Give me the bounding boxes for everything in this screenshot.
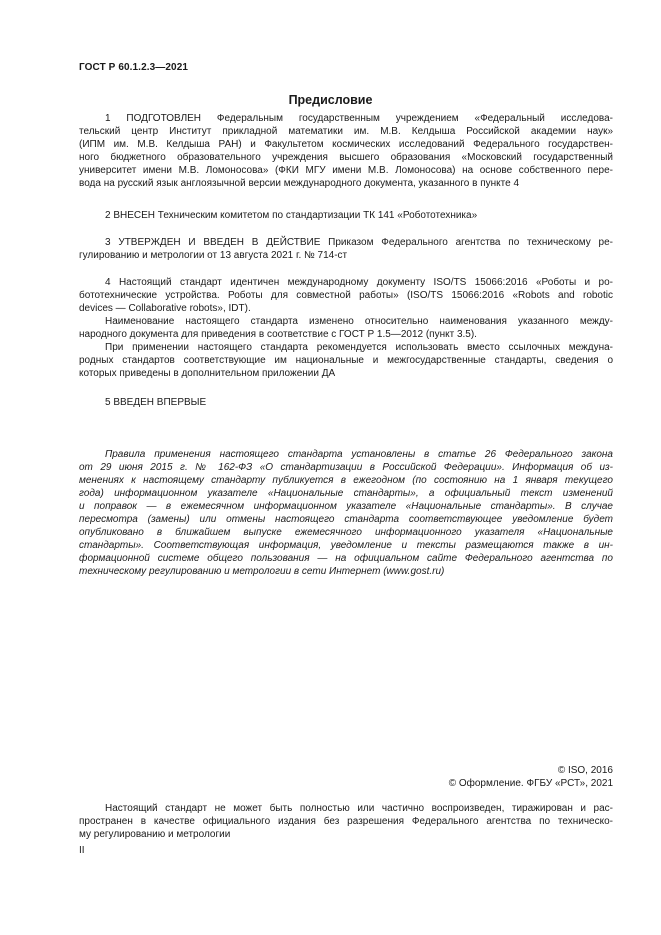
- reproduction-notice: [79, 802, 613, 841]
- reproduction-line: Настоящий стандарт не может быть полностью или частично воспроизведен, тиражирован и рас-: [105, 803, 613, 814]
- reproduction-line: му регулированию и метрологии: [79, 829, 231, 840]
- rules-note-line: года) информационном указателе «Национальные стандарты», а официальный текст изменений: [79, 488, 613, 499]
- section-4-line: бототехнические устройства. Роботы для совместной работы» (ISO/TS 15066:2016 «Robots and robotic: [79, 290, 613, 301]
- rules-note-line: техническому регулированию и метрологии в сети Интернет (www.gost.ru): [79, 566, 445, 577]
- section-4-line: родных стандартов соответствующие им национальные и межгосударственные стандарты, сведения о: [79, 355, 613, 366]
- rules-note: [79, 448, 613, 578]
- document-code: ГОСТ Р 60.1.2.3—2021: [79, 62, 189, 73]
- section-1-line: университет имени М.В. Ломоносова» (ФКИ МГУ имени М.В. Ломоносова) на основе собственного пере-: [79, 165, 613, 176]
- section-4-line: 4 Настоящий стандарт идентичен международному документу ISO/TS 15066:2016 «Роботы и ро-: [105, 277, 613, 288]
- section-1-line: ного бюджетного образовательного учреждения высшего образования «Московский государственный: [79, 152, 613, 163]
- section-1-line: тельский центр Институт прикладной математики им. М.В. Келдыша Российской академии наук»: [79, 126, 613, 137]
- section-3-line: гулированию и метрологии от 13 августа 2021 г. № 714-ст: [79, 250, 348, 261]
- section-3: [79, 236, 613, 262]
- section-1-line: (ИПМ им. М.В. Келдыша РАН) и Факультетом космических исследований Федерального государствен-: [79, 139, 613, 150]
- page-number: II: [79, 845, 85, 856]
- section-2-text: 2 ВНЕСЕН Техническим комитетом по стандартизации ТК 141 «Робототехника»: [105, 210, 478, 221]
- page-title: Предисловие: [288, 93, 373, 107]
- reproduction-line: пространен в качестве официального издания без разрешения Федерального агентства по техническо-: [79, 816, 613, 827]
- rules-note-line: от 29 июня 2015 г. № 162-ФЗ «О стандартизации в Российской Федерации». Информация об из-: [79, 462, 613, 473]
- rules-note-line: Правила применения настоящего стандарта установлены в статье 26 Федерального закона: [105, 449, 613, 460]
- rules-note-line: стандарты». Соответствующая информация, уведомление и тексты размещаются также в ин-: [79, 540, 613, 551]
- section-4-line: Наименование настоящего стандарта изменено относительно наименования указанного между-: [105, 316, 613, 327]
- section-1-line: вода на русский язык англоязычной версии международного документа, указанного в пункте 4: [79, 178, 520, 189]
- section-3-line: 3 УТВЕРЖДЕН И ВВЕДЕН В ДЕЙСТВИЕ Приказом Федерального агентства по техническому ре-: [105, 237, 613, 248]
- rules-note-line: формационной системе общего пользования — на официальном сайте Федерального агентства по: [79, 553, 613, 564]
- section-4-line: devices — Collaborative robots», IDT).: [79, 303, 251, 314]
- section-5-text: 5 ВВЕДЕН ВПЕРВЫЕ: [105, 397, 207, 408]
- section-1: [79, 112, 613, 190]
- rules-note-line: опубликовано в ближайшем выпуске ежемесячного информационного указателя «Национальные: [79, 527, 613, 538]
- copyright-iso: © ISO, 2016: [557, 765, 613, 776]
- rules-note-line: пересмотра (замены) или отмены настоящего стандарта соответствующее уведомление будет: [79, 514, 613, 525]
- section-5: [79, 396, 613, 409]
- rules-note-line: и поправок — в ежемесячном информационном указателе «Национальные стандарты». В случае: [79, 501, 613, 512]
- rules-note-line: менениях к настоящему стандарту публикуется в ежегодном (по состоянию на 1 января текущего: [79, 475, 613, 486]
- section-4-line: При применении настоящего стандарта рекомендуется использовать вместо ссылочных междуна-: [105, 342, 613, 353]
- section-4-line: которых приведены в дополнительном приложении ДА: [79, 368, 336, 379]
- section-4-line: народного документа для приведения в соответствие с ГОСТ Р 1.5—2012 (пункт 3.5).: [79, 329, 477, 340]
- copyright-rst: © Оформление. ФГБУ «РСТ», 2021: [448, 778, 613, 789]
- section-1-line: 1 ПОДГОТОВЛЕН Федеральным государственным учреждением «Федеральный исследова-: [105, 113, 613, 124]
- section-2: [79, 209, 613, 222]
- section-4: [79, 276, 613, 380]
